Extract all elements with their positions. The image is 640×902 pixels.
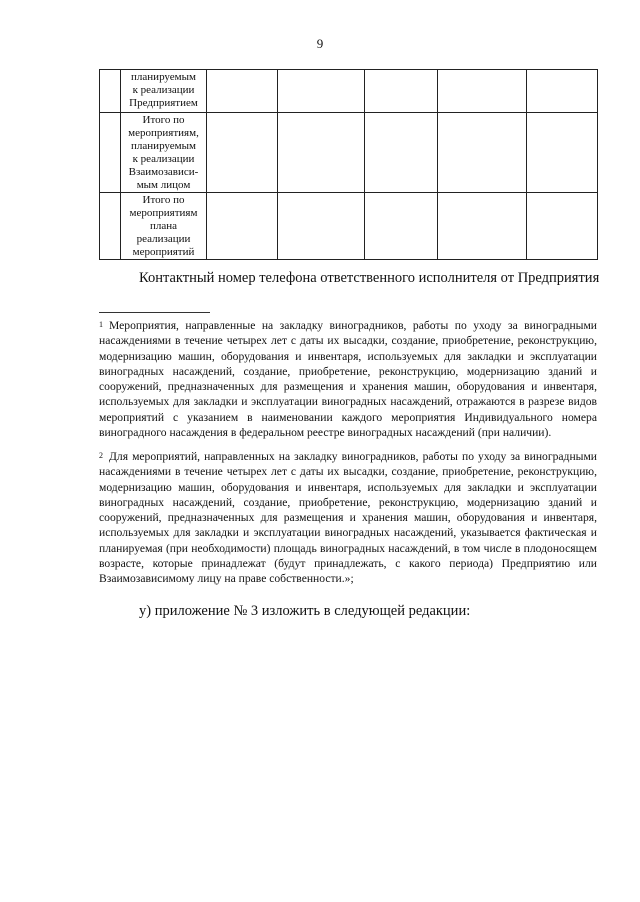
table-cell (278, 70, 365, 113)
table-cell (527, 70, 598, 113)
table-cell (278, 193, 365, 260)
table-cell (527, 193, 598, 260)
table-cell-label: Итого по мероприятиям плана реализации мероприятий (121, 193, 207, 260)
amendment-paragraph: у) приложение № 3 изложить в следующей редакции: (139, 603, 471, 619)
footnote-separator (99, 312, 210, 313)
footnote-text: Для мероприятий, направленных на закладку виноградников, работы по уходу за виноградными насаждениями в течение четырех лет с даты их высадки, создание, приобретение, реконструкцию, модернизацию машин, оборудования и инвентаря, используемых для закладки и эксплуатации виноградных насаждений, создание, приобретение, реконструкцию, модернизацию зданий и сооружений, предназначенных для размещения и хранения машин, оборудования и инвентаря, используемых для закладки и эксплуатации виноградных насаждений, указывается фактическая и планируемая (при необходимости) площадь виноградных насаждений, в том числе в плодоносящем возрасте, которые принадлежат (будут принадлежать, с какого периода) Предприятию или Взаимозависимому лицу на праве собственности.»; (99, 450, 597, 586)
table-row (100, 193, 598, 260)
report-table (99, 69, 598, 260)
table-cell (365, 113, 438, 193)
footnote-mark: 2 (99, 451, 103, 460)
table-cell-label: планируемым к реализации Предприятием (121, 70, 207, 113)
footnote-text: Мероприятия, направленные на закладку виноградников, работы по уходу за виноградными насаждениями в течение четырех лет с даты их высадки, создание, приобретение, реконструкцию, модернизацию машин, оборудования и инвентаря, используемых для закладки и эксплуатации виноградных насаждений, создание, приобретение, реконструкцию, модернизацию зданий и сооружений, предназначенных для размещения и хранения машин, оборудования и инвентаря, используемых для закладки и эксплуатации виноградных насаждений, отражаются в разрезе видов мероприятий с указанием в наименовании каждого мероприятия Индивидуального номера виноградного насаждения в федеральном реестре виноградных насаждений (при наличии). (99, 319, 597, 440)
table-cell (527, 113, 598, 193)
table-cell (207, 113, 278, 193)
table-cell (207, 193, 278, 260)
table-cell (365, 193, 438, 260)
table-cell (100, 70, 121, 113)
table-cell (100, 193, 121, 260)
page-number: 9 (316, 36, 324, 51)
table-row (100, 113, 598, 193)
footnote-1 (99, 318, 597, 440)
contact-phone-line: Контактный номер телефона ответственного исполнителя от Предприятия (139, 270, 600, 286)
table-cell (278, 113, 365, 193)
table-cell-label: Итого по мероприятиям, планируемым к реализации Взаимозависи- мым лицом (121, 113, 207, 193)
table-cell (100, 113, 121, 193)
table-cell (438, 113, 527, 193)
table-cell (438, 193, 527, 260)
table-cell (438, 70, 527, 113)
footnote-mark: 1 (99, 320, 103, 329)
table-cell (207, 70, 278, 113)
footnote-2 (99, 449, 597, 587)
table-cell (365, 70, 438, 113)
table-row (100, 70, 598, 113)
